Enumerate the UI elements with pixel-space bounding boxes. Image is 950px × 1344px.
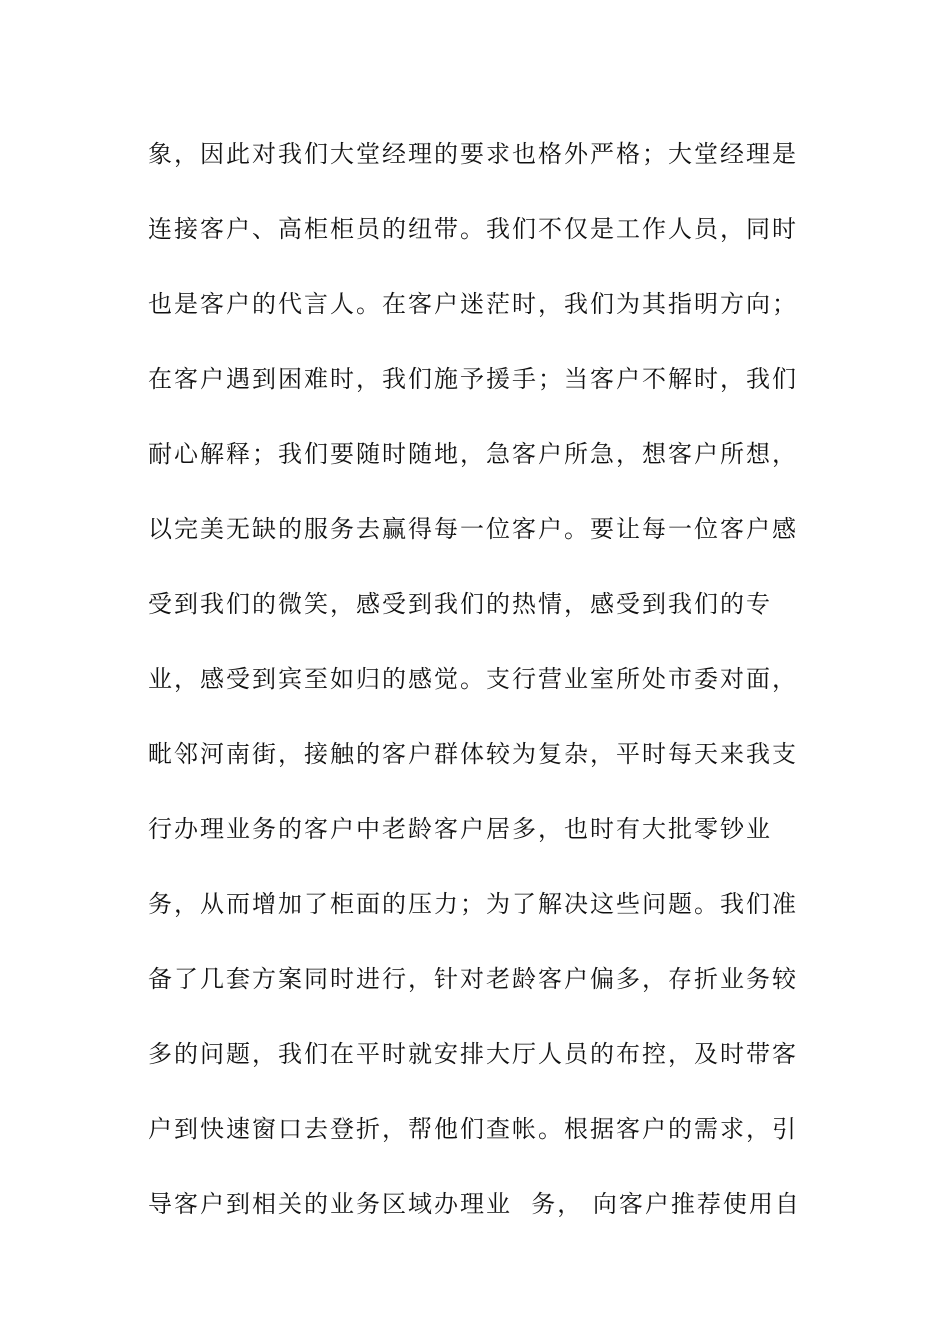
text-line: 备了几套方案同时进行，针对老龄客户偏多，存折业务较 [148,965,798,993]
text-line: 行办理业务的客户中老龄客户居多，也时有大批零钞业 [148,815,772,843]
text-line: 耐心解释；我们要随时随地，急客户所急，想客户所想， [148,440,798,468]
text-line: 务，从而增加了柜面的压力；为了解决这些问题。我们准 [148,890,798,918]
text-line: 户到快速窗口去登折，帮他们查帐。根据客户的需求，引 [148,1115,798,1143]
text-line: 导客户到相关的业务区域办理业 务， 向客户推荐使用自 [148,1190,801,1218]
text-line: 也是客户的代言人。在客户迷茫时，我们为其指明方向； [148,290,798,318]
text-line: 毗邻河南街，接触的客户群体较为复杂，平时每天来我支 [148,740,798,768]
text-line: 多的问题，我们在平时就安排大厅人员的布控，及时带客 [148,1040,798,1068]
text-line: 在客户遇到困难时，我们施予援手；当客户不解时，我们 [148,365,798,393]
text-line: 以完美无缺的服务去赢得每一位客户。要让每一位客户感 [148,515,798,543]
text-line: 连接客户、高柜柜员的纽带。我们不仅是工作人员，同时 [148,215,798,243]
text-line: 业，感受到宾至如归的感觉。支行营业室所处市委对面， [148,665,798,693]
text-line: 象，因此对我们大堂经理的要求也格外严格；大堂经理是 [148,140,798,168]
body-text [148,134,801,1259]
text-line: 受到我们的微笑，感受到我们的热情，感受到我们的专 [148,590,772,618]
